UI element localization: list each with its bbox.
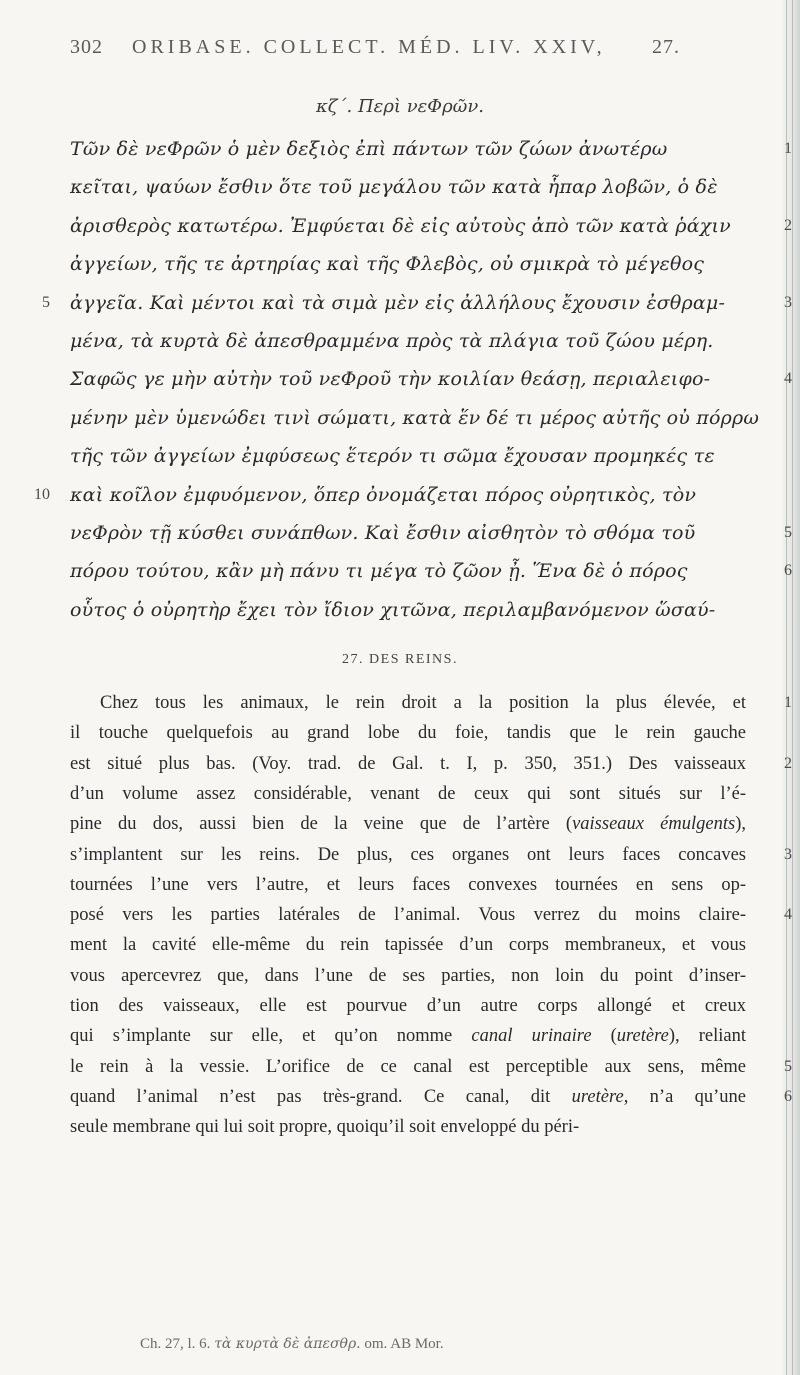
greek-margin-number: 3 <box>784 293 792 311</box>
running-title: ORIBASE. COLLECT. MÉD. LIV. XXIV, <box>132 36 606 58</box>
french-line: le rein à la vessie. L’orifice de ce canal est perceptible aux sens, même <box>70 1056 746 1077</box>
french-margin-number: 1 <box>784 694 792 711</box>
greek-line: κεῖται, ψαύων ἔσθιν ὅτε τοῦ μεγάλου τῶν κατὰ ἧπαρ λοβῶν, ὁ δὲ <box>70 176 718 199</box>
french-line: Chez tous les animaux, le rein droit a la position la plus élevée, et <box>100 693 746 713</box>
section-number: 27. <box>652 36 680 58</box>
greek-margin-number: 2 <box>784 216 792 234</box>
greek-line: ἀρισθερὸς κατωτέρω. Ἐμφύεται δὲ εἰς αὐτοὺς ἀπὸ τῶν κατὰ ῥάχιν <box>70 214 731 237</box>
greek-line: ἀγγείων, τῆς τε ἀρτηρίας καὶ τῆς Φλεβὸς, οὐ σμικρὰ τὸ μέγεθος <box>70 253 705 276</box>
french-margin-number: 5 <box>784 1057 792 1075</box>
french-line: est situé plus bas. (Voy. trad. de Gal. t. I, p. 350, 351.) Des vaisseaux <box>70 753 746 774</box>
greek-margin-number: 6 <box>784 562 792 580</box>
french-line: tion des vaisseaux, elle est pourvue d’un autre corps allongé et creux <box>70 996 746 1016</box>
greek-line: Σαφῶς γε μὴν αὐτὴν τοῦ νεΦροῦ τὴν κοιλίαν θεάσῃ, περιαλειφο- <box>70 368 711 391</box>
french-line: s’implantent sur les reins. De plus, ces organes ont leurs faces concaves <box>70 844 746 865</box>
greek-margin-number: 5 <box>784 524 792 541</box>
french-line: quand l’animal n’est pas très-grand. Ce canal, dit uretère, n’a qu’une <box>70 1086 747 1107</box>
greek-line: νεΦρὸν τῇ κύσθει συνάπθων. Καὶ ἔσθιν αἰσθητὸν τὸ σθόμα τοῦ <box>70 522 696 544</box>
french-line: qui s’implante sur elle, et qu’on nomme canal urinaire (uretère), reliant <box>70 1026 746 1047</box>
greek-line-number: 5 <box>42 293 50 311</box>
french-margin-number: 3 <box>784 845 792 863</box>
french-line: pine du dos, aussi bien de la veine que de l’artère (vaisseaux émulgents), <box>70 814 746 835</box>
greek-line: μένα, τὰ κυρτὰ δὲ ἀπεσθραμμένα πρὸς τὰ πλάγια τοῦ ζώου μέρη. <box>70 330 714 352</box>
greek-margin-number: 4 <box>784 370 792 388</box>
greek-line-number: 10 <box>34 485 50 503</box>
footnote <box>140 1336 444 1353</box>
page-number: 302 <box>70 36 103 58</box>
french-line: seule membrane qui lui soit propre, quoiqu’il soit enveloppé du péri- <box>70 1117 580 1138</box>
french-line: d’un volume assez considérable, venant de ceux qui sont situés sur l’é- <box>70 783 746 804</box>
french-margin-number: 6 <box>784 1087 792 1105</box>
french-line: il touche quelquefois au grand lobe du foie, tandis que le rein gauche <box>70 723 746 744</box>
french-line: ment la cavité elle-même du rein tapissée d’un corps membraneux, et vous <box>70 935 746 956</box>
greek-line: τῆς τῶν ἀγγείων ἐμφύσεως ἕτερόν τι σῶμα ἔχουσαν προμηκές τε <box>70 445 715 468</box>
french-margin-number: 4 <box>784 906 792 924</box>
greek-chapter-title: κζ΄. Περὶ νεΦρῶν. <box>315 96 484 117</box>
greek-line: καὶ κοῖλον ἐμφυόμενον, ὅπερ ὀνομάζεται πόρος οὐρητικὸς, τὸν <box>70 483 697 506</box>
footnote-ref: Ch. 27, l. 6. <box>140 1336 211 1352</box>
french-line: posé vers les parties latérales de l’animal. Vous verrez du moins claire- <box>70 905 746 926</box>
footnote-note: om. AB Mor. <box>364 1336 444 1352</box>
footnote-greek: τὰ κυρτὰ δὲ ἀπεσθρ. <box>214 1336 361 1352</box>
french-line: tournées l’une vers l’autre, et leurs faces convexes tournées en sens op- <box>70 874 746 895</box>
french-chapter-title: 27. DES REINS. <box>342 652 458 667</box>
greek-line: μένην μὲν ὑμενώδει τινὶ σώματι, κατὰ ἕν δέ τι μέρος αὐτῆς οὐ πόρρω <box>70 406 760 429</box>
greek-line: Τῶν δὲ νεΦρῶν ὁ μὲν δεξιὸς ἐπὶ πάντων τῶν ζώων ἀνωτέρω <box>70 138 668 160</box>
greek-margin-number: 1 <box>784 140 792 157</box>
greek-line: ἀγγεῖα. Καὶ μέντοι καὶ τὰ σιμὰ μὲν εἰς ἀλλήλους ἔχουσιν ἐσθραμ- <box>70 291 726 314</box>
greek-line: οὗτος ὁ οὐρητὴρ ἔχει τὸν ἴδιον χιτῶνα, περιλαμβανόμενον ὥσαύ- <box>70 598 716 621</box>
greek-line: πόρου τούτου, κἂν μὴ πάνυ τι μέγα τὸ ζῶον ᾖ. Ἕνα δὲ ὁ πόρος <box>70 560 688 583</box>
french-line: vous apercevrez que, dans l’une de ses parties, non loin du point d’inser- <box>70 965 746 986</box>
page-edge <box>782 0 800 1375</box>
french-margin-number: 2 <box>784 754 792 772</box>
